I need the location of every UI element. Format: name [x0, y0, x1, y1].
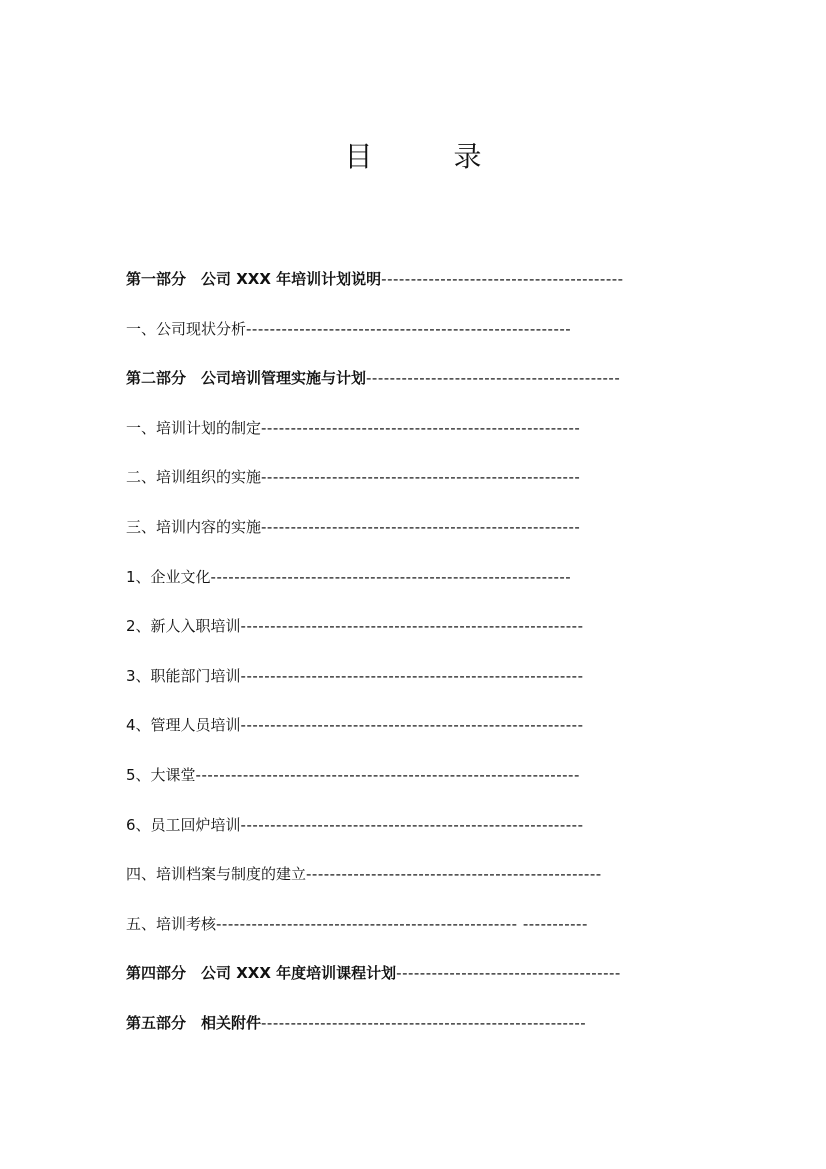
- toc-entry-label: 第四部分 公司 XXX 年度培训课程计划: [126, 964, 397, 983]
- toc-entry[interactable]: [126, 404, 702, 454]
- toc-entry[interactable]: [126, 503, 702, 553]
- toc-entry[interactable]: [126, 751, 702, 801]
- toc-entry-label: 2、新人入职培训: [126, 617, 241, 636]
- toc-entry[interactable]: [126, 354, 702, 404]
- toc-entry-leader: -----------------------------------------: [381, 270, 624, 288]
- toc-entry-label: 3、职能部门培训: [126, 666, 241, 685]
- toc-entry-leader: -----------------------------------------------------------------: [195, 765, 580, 784]
- toc-entry-leader: -------------------------------------------------------: [246, 319, 572, 338]
- toc-entry[interactable]: [126, 900, 702, 950]
- table-of-contents: [126, 255, 702, 1049]
- toc-entry-label: 三、培训内容的实施: [126, 517, 262, 536]
- toc-entry-leader: -------------------------------------------------------------: [210, 567, 572, 586]
- toc-entry-leader: ----------------------------------------------------------: [240, 666, 584, 685]
- toc-entry[interactable]: [126, 801, 702, 851]
- toc-entry-leader: ------------------------------------------------------: [261, 468, 581, 487]
- toc-entry[interactable]: [126, 949, 702, 999]
- toc-entry[interactable]: [126, 701, 702, 751]
- page-title: 目 录: [344, 139, 518, 173]
- toc-entry-leader: --------------------------------------------------- -----------: [216, 914, 588, 933]
- toc-entry-label: 1、企业文化: [126, 567, 211, 586]
- toc-entry[interactable]: [126, 999, 702, 1049]
- toc-entry-label: 四、培训档案与制度的建立: [126, 865, 307, 884]
- toc-entry-leader: ------------------------------------------------------: [261, 517, 581, 536]
- toc-entry-label: 6、员工回炉培训: [126, 815, 241, 834]
- toc-entry-leader: -------------------------------------------: [366, 369, 621, 388]
- toc-entry[interactable]: [126, 305, 702, 355]
- toc-entry-label: 二、培训组织的实施: [126, 468, 262, 487]
- toc-entry-label: 第二部分 公司培训管理实施与计划: [126, 369, 367, 388]
- toc-entry-label: 五、培训考核: [126, 914, 217, 933]
- toc-entry-label: 第一部分 公司 XXX 年培训计划说明: [126, 270, 382, 288]
- toc-entry-leader: --------------------------------------: [396, 964, 621, 983]
- toc-entry[interactable]: [126, 602, 702, 652]
- toc-entry-leader: --------------------------------------------------: [306, 865, 602, 884]
- toc-entry-label: 第五部分 相关附件: [126, 1013, 262, 1032]
- toc-entry[interactable]: [126, 652, 702, 702]
- toc-entry-leader: ----------------------------------------------------------: [240, 815, 584, 834]
- toc-entry-label: 4、管理人员培训: [126, 716, 241, 735]
- toc-entry-leader: -------------------------------------------------------: [261, 1013, 587, 1032]
- toc-entry[interactable]: [126, 255, 702, 305]
- toc-entry-leader: ----------------------------------------------------------: [240, 716, 584, 735]
- toc-entry[interactable]: [126, 850, 702, 900]
- toc-entry[interactable]: [126, 553, 702, 603]
- toc-entry-leader: ------------------------------------------------------: [261, 418, 581, 437]
- toc-entry[interactable]: [126, 453, 702, 503]
- toc-entry-label: 5、大课堂: [126, 765, 196, 784]
- toc-entry-label: 一、培训计划的制定: [126, 418, 262, 437]
- toc-entry-label: 一、公司现状分析: [126, 319, 247, 338]
- toc-entry-leader: ----------------------------------------------------------: [240, 617, 584, 636]
